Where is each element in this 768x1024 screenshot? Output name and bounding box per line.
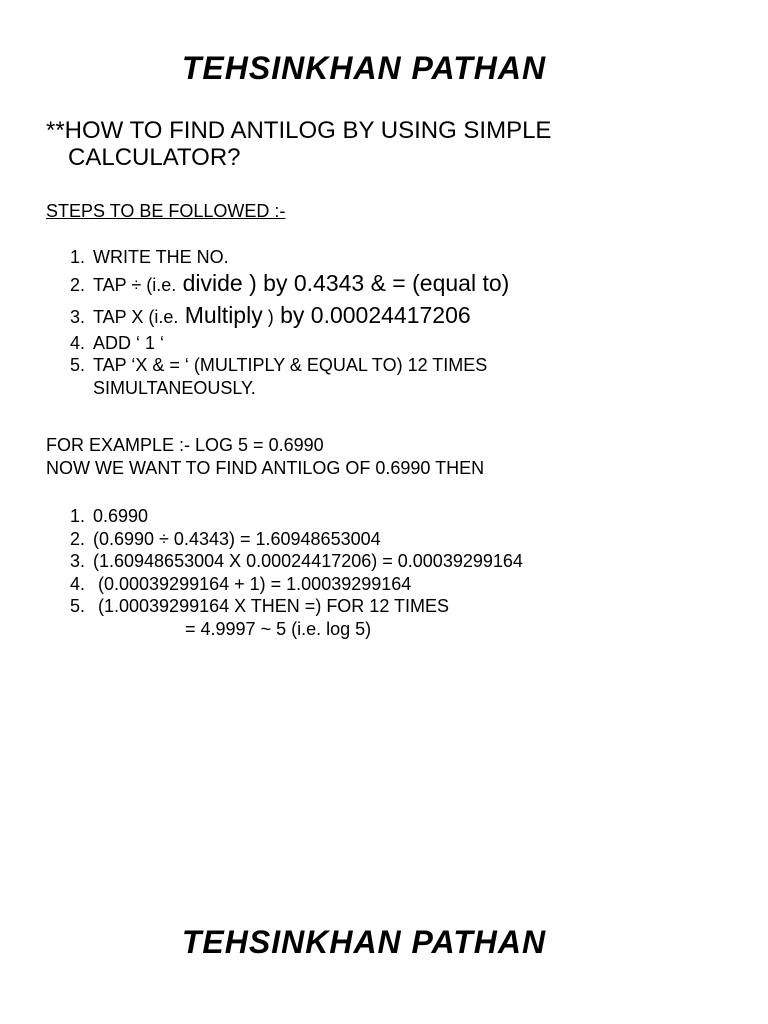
step-5-continuation: SIMULTANEOUSLY. bbox=[93, 378, 256, 398]
step-text: TAP X (i.e. Multiply ) by 0.00024417206 bbox=[93, 302, 471, 328]
example-step-number: 2. bbox=[70, 528, 86, 549]
heading-line-2: CALCULATOR? bbox=[68, 144, 241, 171]
step-2 bbox=[70, 269, 670, 300]
steps-list bbox=[70, 245, 670, 400]
footer-title: TEHSINKHAN PATHAN bbox=[181, 924, 547, 960]
example-step-text: (0.6990 ÷ 0.4343) = 1.60948653004 bbox=[93, 528, 381, 549]
step-number: 2. bbox=[70, 275, 86, 295]
example-step-5 bbox=[70, 595, 690, 618]
example-step-text: (1.00039299164 X THEN =) FOR 12 TIMES bbox=[93, 596, 450, 616]
example-step-text: (0.00039299164 + 1) = 1.00039299164 bbox=[93, 573, 412, 594]
step-number: 3. bbox=[70, 307, 86, 327]
example-step-3 bbox=[70, 550, 690, 573]
example-line-2: NOW WE WANT TO FIND ANTILOG OF 0.6990 THEN bbox=[46, 458, 485, 478]
step-number: 5. bbox=[70, 355, 86, 375]
example-step-number: 5. bbox=[70, 596, 86, 616]
example-step-4 bbox=[70, 573, 690, 596]
example-block bbox=[46, 434, 484, 480]
step-number: 1. bbox=[70, 247, 86, 267]
step-5 bbox=[70, 354, 670, 377]
example-step-text: 0.6990 bbox=[93, 506, 149, 526]
example-result: = 4.9997 ~ 5 (i.e. log 5) bbox=[185, 618, 372, 639]
example-steps-list bbox=[70, 505, 690, 640]
example-step-1 bbox=[70, 505, 690, 528]
step-text: WRITE THE NO. bbox=[93, 247, 229, 267]
example-step-number: 1. bbox=[70, 506, 86, 526]
example-line-1: FOR EXAMPLE :- LOG 5 = 0.6990 bbox=[46, 435, 324, 455]
heading-line-1: **HOW TO FIND ANTILOG BY USING SIMPLE bbox=[46, 117, 552, 144]
step-3 bbox=[70, 300, 670, 332]
step-1 bbox=[70, 245, 670, 269]
step-text: TAP ‘X & = ‘ (MULTIPLY & EQUAL TO) 12 TIMES bbox=[93, 355, 488, 375]
example-step-2 bbox=[70, 528, 690, 551]
steps-header: STEPS TO BE FOLLOWED :- bbox=[46, 201, 286, 221]
example-step-number: 4. bbox=[70, 573, 86, 594]
heading bbox=[46, 117, 686, 171]
step-4 bbox=[70, 332, 670, 354]
example-step-text: (1.60948653004 X 0.00024417206) = 0.00039299164 bbox=[93, 551, 523, 571]
step-text: TAP ÷ (i.e. divide ) by 0.4343 & = (equal to) bbox=[93, 270, 510, 296]
step-number: 4. bbox=[70, 333, 86, 353]
step-text: ADD ‘ 1 ‘ bbox=[93, 333, 165, 353]
example-step-number: 3. bbox=[70, 551, 86, 571]
page-title: TEHSINKHAN PATHAN bbox=[181, 50, 547, 86]
